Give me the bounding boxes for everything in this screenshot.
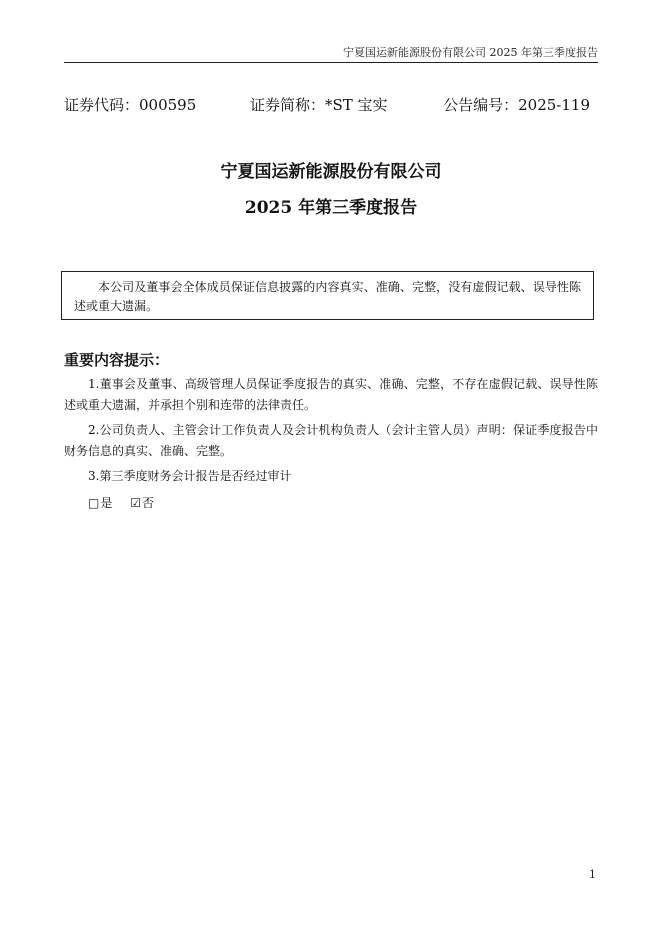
announcement-meta-row [64, 94, 598, 116]
checked-box-icon: ☑ [130, 496, 141, 510]
announcement-number: 公告编号：2025-119 [443, 96, 590, 114]
running-header: 宁夏国运新能源股份有限公司 2025 年第三季度报告 [343, 46, 598, 59]
audit-option-no-label: 否 [141, 496, 154, 510]
page-number: 1 [589, 868, 596, 881]
header-rule [64, 62, 598, 63]
unchecked-box-icon: □ [88, 496, 100, 510]
report-title: 2025 年第三季度报告 [244, 198, 418, 218]
audit-options [88, 493, 154, 513]
stock-short-name: 证券简称：*ST 宝实 [250, 96, 388, 114]
important-notice-heading: 重要内容提示： [64, 351, 170, 369]
stock-code: 证券代码：000595 [64, 96, 197, 114]
disclosure-notice-box: 本公司及董事会全体成员保证信息披露的内容真实、准确、完整，没有虚假记载、误导性陈述或重大遗漏。 [61, 271, 594, 320]
audit-option-yes-label: 是 [100, 496, 113, 510]
notice-item-2: 2.公司负责人、主管会计工作负责人及会计机构负责人（会计主管人员）声明：保证季度报告中财务信息的真实、准确、完整。 [64, 423, 598, 458]
notice-item-1: 1.董事会及董事、高级管理人员保证季度报告的真实、准确、完整，不存在虚假记载、误导性陈述或重大遗漏，并承担个别和连带的法律责任。 [64, 377, 598, 412]
audit-option-no [130, 493, 154, 513]
company-title: 宁夏国运新能源股份有限公司 [220, 162, 442, 182]
notice-item-3: 3.第三季度财务会计报告是否经过审计 [88, 469, 292, 483]
audit-option-yes [88, 493, 112, 513]
